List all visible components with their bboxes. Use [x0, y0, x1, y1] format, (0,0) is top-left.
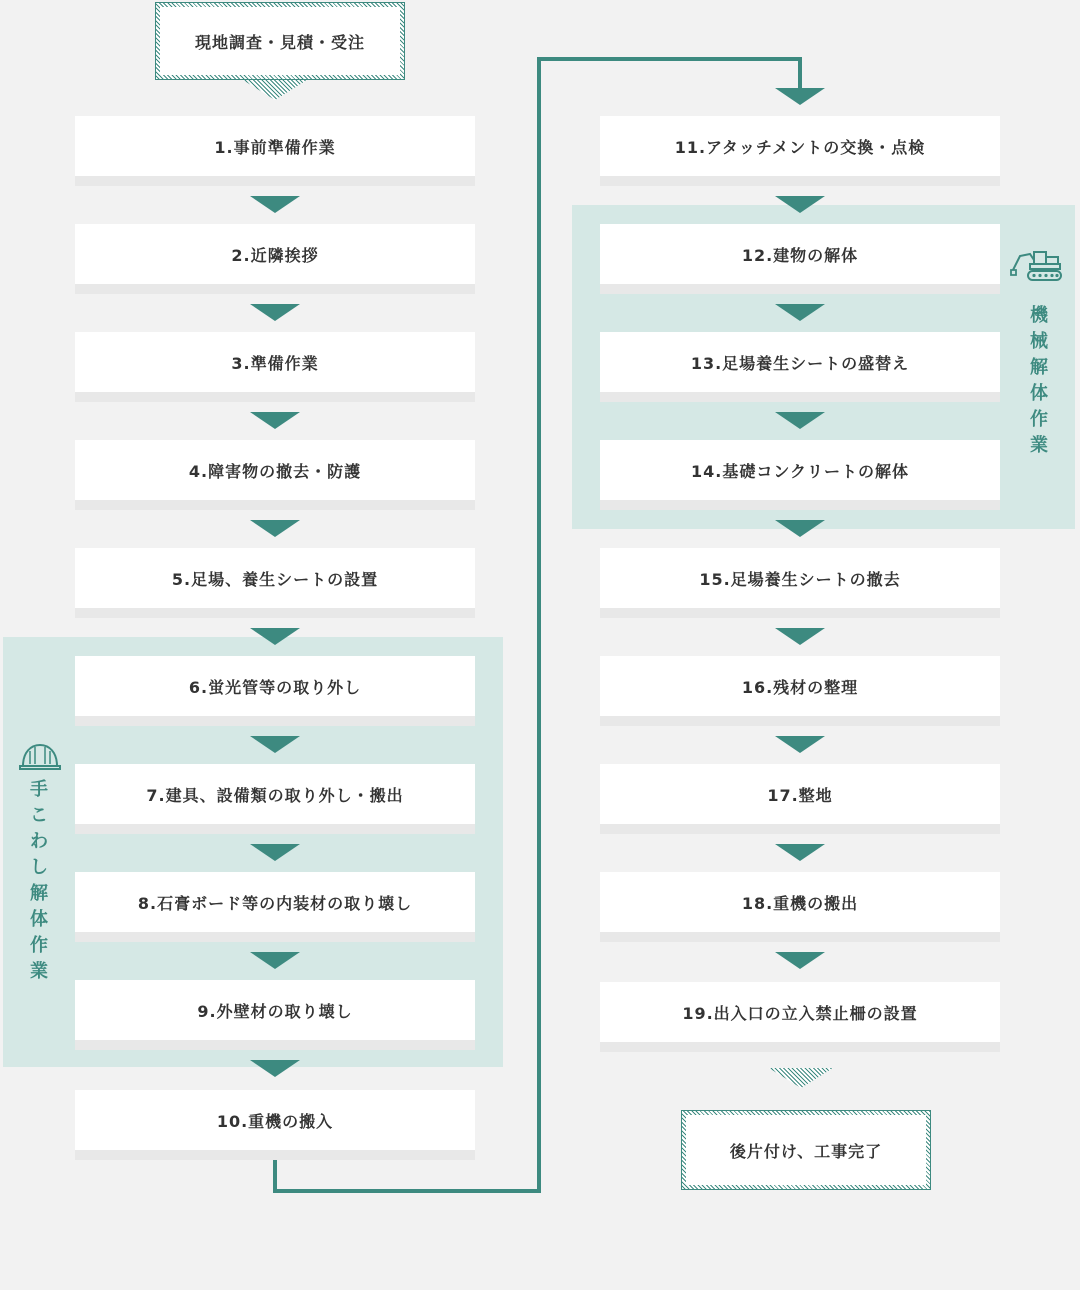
- label-char: こ: [30, 805, 48, 826]
- step-12: [600, 224, 1000, 284]
- step-18: [600, 872, 1000, 932]
- step-label: 17.整地: [767, 785, 833, 805]
- flow-arrow: [775, 952, 825, 969]
- step-label: 2.近隣挨拶: [231, 245, 319, 265]
- step-label: 12.建物の解体: [741, 245, 859, 265]
- step-label: 14.基礎コンクリートの解体: [690, 461, 910, 481]
- step-label: 15.足場養生シートの撤去: [699, 569, 901, 589]
- label-char: 体: [30, 909, 48, 930]
- step-label: 18.重機の搬出: [741, 893, 859, 913]
- step-label: 1.事前準備作業: [214, 137, 336, 157]
- step-label: 7.建具、設備類の取り外し・搬出: [146, 785, 404, 805]
- label-char: し: [30, 857, 48, 878]
- step-7: [75, 764, 475, 824]
- flow-arrow: [250, 520, 300, 537]
- step-16: [600, 656, 1000, 716]
- flow-arrow: [775, 412, 825, 429]
- label-char: 業: [1030, 435, 1048, 456]
- flow-arrow: [775, 844, 825, 861]
- flow-arrow: [775, 628, 825, 645]
- step-15: [600, 548, 1000, 608]
- step-label: 16.残材の整理: [741, 677, 859, 697]
- flow-arrow: [775, 88, 825, 105]
- flow-arrow: [250, 736, 300, 753]
- label-char: 作: [30, 935, 48, 956]
- step-label: 19.出入口の立入禁止柵の設置: [682, 1003, 918, 1023]
- flow-arrow: [250, 844, 300, 861]
- label-char: わ: [30, 831, 48, 852]
- step-19: [600, 982, 1000, 1042]
- step-2: [75, 224, 475, 284]
- label-char: 手: [30, 779, 48, 800]
- excavator-icon: [1010, 248, 1062, 284]
- step-label: 9.外壁材の取り壊し: [197, 1001, 353, 1021]
- step-3: [75, 332, 475, 392]
- step-1: [75, 116, 475, 176]
- step-label: 3.準備作業: [231, 353, 319, 373]
- step-8: [75, 872, 475, 932]
- start-label: 現地調査・見積・受注: [194, 32, 365, 52]
- step-17: [600, 764, 1000, 824]
- label-char: 体: [1030, 383, 1048, 404]
- step-11: [600, 116, 1000, 176]
- step-label: 6.蛍光管等の取り外し: [188, 677, 362, 697]
- end-label: 後片付け、工事完了: [729, 1141, 883, 1161]
- label-char: 業: [30, 961, 48, 982]
- machine-group-label: [1027, 303, 1051, 459]
- step-label: 8.石膏ボード等の内装材の取り壊し: [137, 893, 413, 913]
- end-box: [681, 1110, 931, 1190]
- hardhat-icon: [18, 742, 62, 772]
- flow-arrow: [250, 304, 300, 321]
- flow-arrow: [250, 196, 300, 213]
- flow-arrow: [250, 628, 300, 645]
- flow-arrow: [250, 1060, 300, 1077]
- flow-arrow: [250, 412, 300, 429]
- step-13: [600, 332, 1000, 392]
- flow-arrow: [775, 520, 825, 537]
- label-char: 解: [30, 883, 48, 904]
- flow-arrow: [250, 952, 300, 969]
- manual-group-label: [27, 777, 51, 985]
- label-char: 解: [1030, 357, 1048, 378]
- step-label: 13.足場養生シートの盛替え: [690, 353, 910, 373]
- flow-arrow: [775, 304, 825, 321]
- step-label: 11.アタッチメントの交換・点検: [674, 137, 926, 157]
- start-box: [155, 2, 405, 80]
- step-4: [75, 440, 475, 500]
- step-5: [75, 548, 475, 608]
- flow-arrow: [775, 196, 825, 213]
- label-char: 作: [1030, 409, 1048, 430]
- step-6: [75, 656, 475, 716]
- step-10: [75, 1090, 475, 1150]
- step-label: 5.足場、養生シートの設置: [171, 569, 379, 589]
- label-char: 械: [1030, 331, 1048, 352]
- step-label: 10.重機の搬入: [216, 1111, 334, 1131]
- step-label: 4.障害物の撤去・防護: [188, 461, 362, 481]
- step-14: [600, 440, 1000, 500]
- flow-arrow: [775, 736, 825, 753]
- step-9: [75, 980, 475, 1040]
- label-char: 機: [1030, 305, 1048, 326]
